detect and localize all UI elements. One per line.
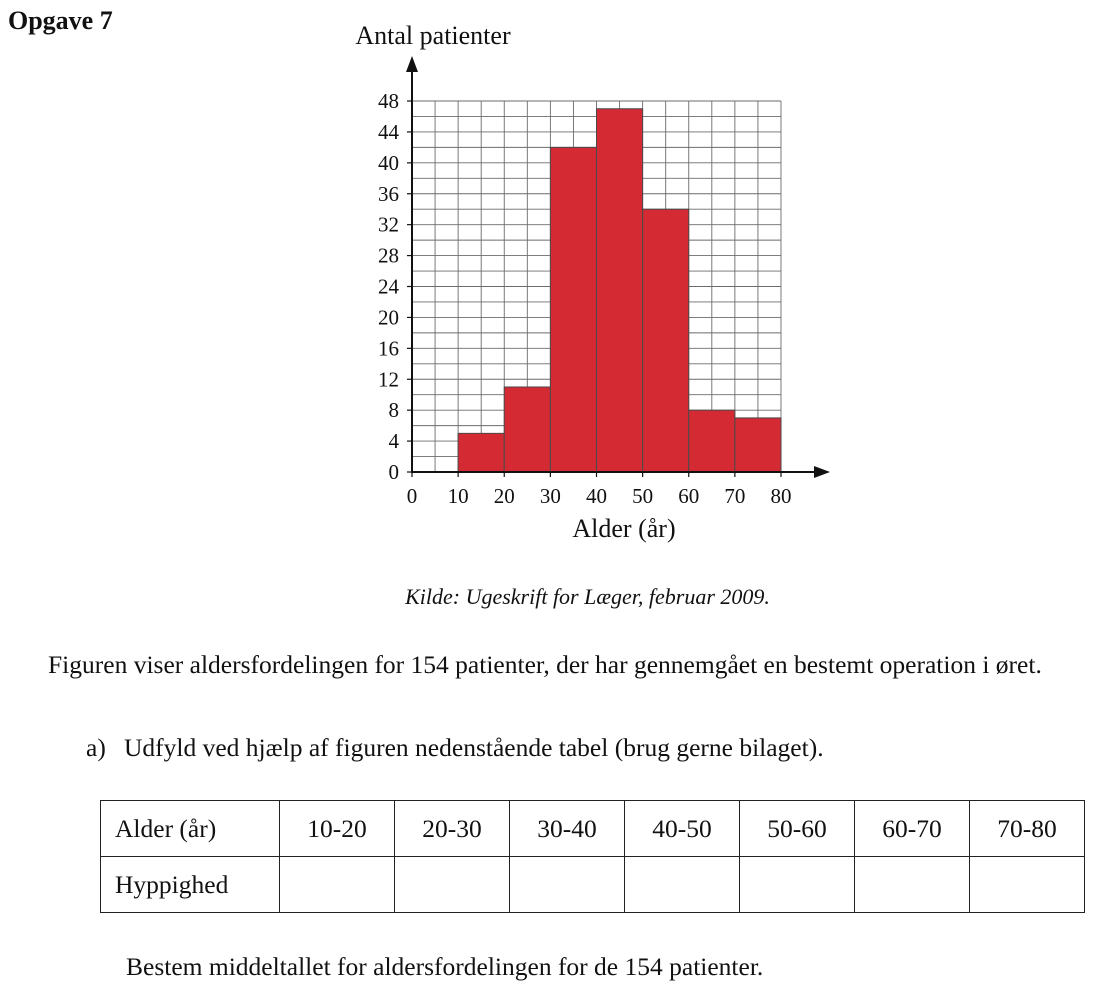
table-row-frequency <box>101 857 1085 913</box>
question-text: Bestem middeltallet for aldersfordelingen for de 154 patienter. <box>126 952 764 981</box>
y-tick-label: 16 <box>378 336 399 361</box>
histogram-bar <box>735 418 781 472</box>
y-tick-label: 44 <box>378 119 399 144</box>
y-tick-label: 0 <box>388 460 399 484</box>
table-interval-cell: 40-50 <box>625 801 740 857</box>
subtask-a-letter: a) <box>86 733 106 762</box>
table-row-age <box>101 801 1085 857</box>
subtask-a <box>86 733 824 763</box>
y-tick-label: 28 <box>378 243 399 268</box>
frequency-cell-empty[interactable] <box>395 857 510 913</box>
y-tick-label: 40 <box>378 150 399 175</box>
table-header-age: Alder (år) <box>101 801 280 857</box>
x-tick-label: 30 <box>539 484 561 508</box>
y-tick-label: 32 <box>378 212 399 237</box>
frequency-table <box>100 800 1085 913</box>
x-tick-label: 40 <box>586 484 607 508</box>
task-title: Opgave 7 <box>8 6 113 35</box>
histogram-bar <box>597 109 643 472</box>
x-tick-label: 20 <box>493 484 515 508</box>
x-tick-label: 10 <box>447 484 469 508</box>
frequency-cell-empty[interactable] <box>280 857 395 913</box>
frequency-cell-empty[interactable] <box>510 857 625 913</box>
table-interval-cell: 50-60 <box>740 801 855 857</box>
table-interval-cell: 10-20 <box>280 801 395 857</box>
table-interval-cell: 20-30 <box>395 801 510 857</box>
histogram-bar <box>689 410 735 472</box>
y-tick-label: 24 <box>378 274 399 299</box>
y-tick-label: 8 <box>388 398 399 423</box>
chart-source: Kilde: Ugeskrift for Læger, februar 2009. <box>405 584 770 609</box>
y-axis-label: Antal patienter <box>355 21 511 50</box>
y-tick-label: 12 <box>378 367 399 392</box>
y-tick-label: 36 <box>378 181 399 206</box>
y-tick-label: 48 <box>378 89 399 113</box>
frequency-cell-empty[interactable] <box>740 857 855 913</box>
table-interval-cell: 60-70 <box>855 801 970 857</box>
table-interval-cell: 70-80 <box>970 801 1085 857</box>
y-tick-label: 4 <box>388 429 399 454</box>
x-tick-label: 0 <box>406 484 418 508</box>
y-tick-label: 20 <box>378 305 399 330</box>
frequency-cell-empty[interactable] <box>625 857 740 913</box>
frequency-cell-empty[interactable] <box>970 857 1085 913</box>
histogram-bar <box>458 433 504 472</box>
histogram-bar <box>643 209 689 472</box>
table-header-frequency: Hyppighed <box>101 857 280 913</box>
histogram-bar <box>504 387 550 472</box>
x-tick-label: 50 <box>632 484 654 508</box>
y-axis-arrow-icon <box>406 56 418 72</box>
histogram-bar <box>550 147 596 472</box>
x-axis-arrow-icon <box>814 466 830 478</box>
x-axis-label: Alder (år) <box>572 514 676 543</box>
x-tick-label: 60 <box>678 484 700 508</box>
frequency-cell-empty[interactable] <box>855 857 970 913</box>
intro-paragraph: Figuren viser aldersfordelingen for 154 patienter, der har gennemgået en bestemt operation i øret. <box>48 650 1042 679</box>
subtask-a-text: Udfyld ved hjælp af figuren nedenstående tabel (brug gerne bilaget). <box>124 733 824 762</box>
x-tick-label: 80 <box>770 484 792 508</box>
table-interval-cell: 30-40 <box>510 801 625 857</box>
x-tick-label: 70 <box>724 484 746 508</box>
